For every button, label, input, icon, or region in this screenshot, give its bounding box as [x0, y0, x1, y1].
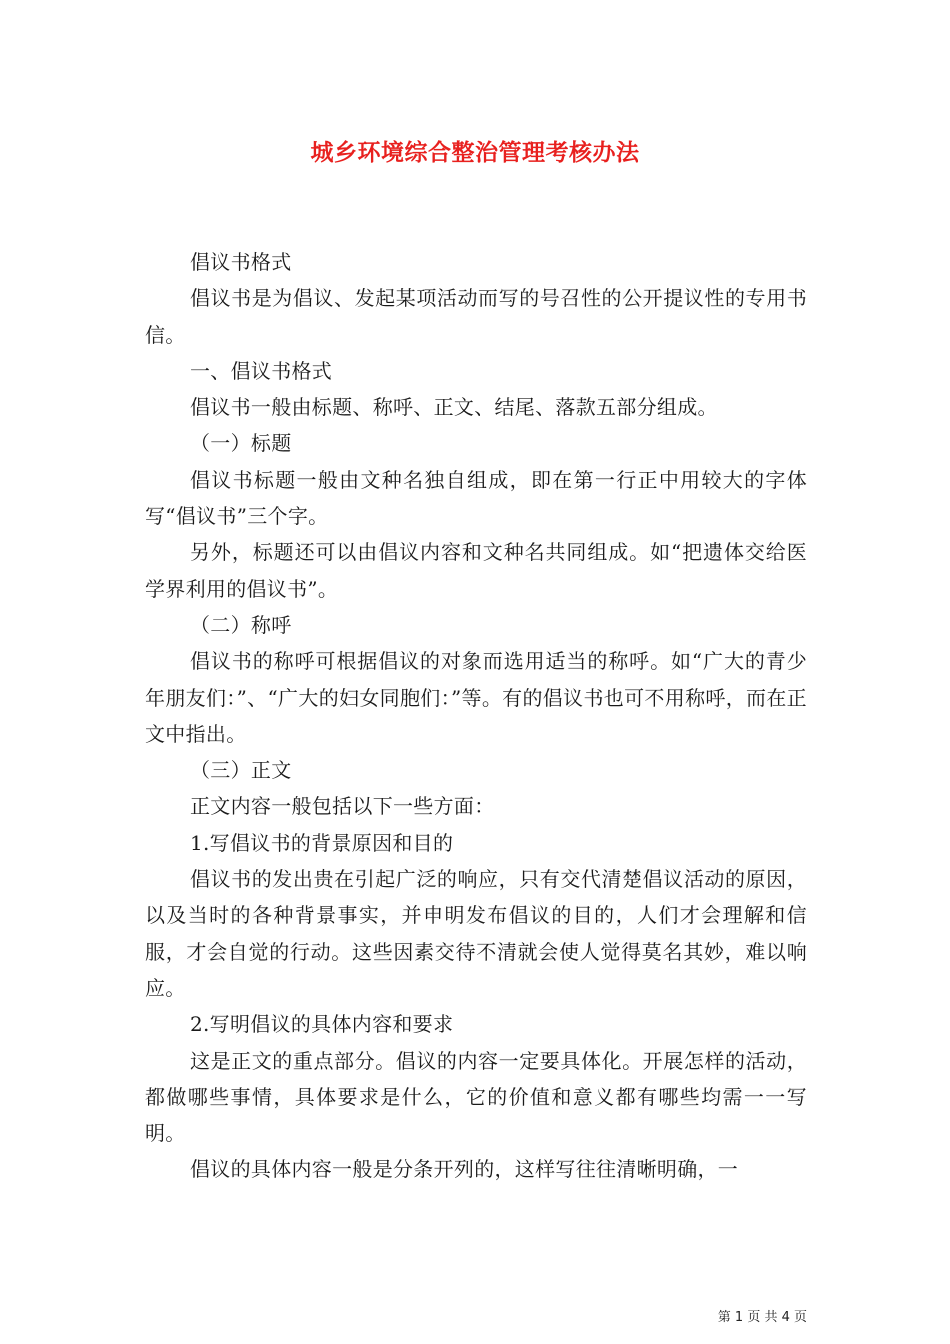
- document-body: [145, 244, 807, 1188]
- document-title: 城乡环境综合整治管理考核办法: [310, 140, 640, 166]
- page-footer: 第 1 页 共 4 页: [717, 1310, 807, 1325]
- paragraph: 正文内容一般包括以下一些方面：: [190, 794, 495, 819]
- paragraph: 倡议书格式: [190, 250, 292, 274]
- paragraph: 倡议书一般由标题、称呼、正文、结尾、落款五部分组成。: [190, 395, 718, 420]
- paragraph: 1.写倡议书的背景原因和目的: [190, 830, 454, 855]
- paragraph: 倡议书的发出贵在引起广泛的响应，只有交代清楚倡议活动的原因，以及当时的各种背景事实，并申明发布倡议的目的，人们才会理解和信服，才会自觉的行动。这些因素交待不清就会使人觉得莫名其妙，难以响应。: [145, 867, 807, 1000]
- paragraph: 这是正文的重点部分。倡议的内容一定要具体化。开展怎样的活动，都做哪些事情，具体要求是什么，它的价值和意义都有哪些均需一一写明。: [145, 1048, 807, 1146]
- paragraph: 2.写明倡议的具体内容和要求: [190, 1012, 454, 1037]
- paragraph: （一）标题: [190, 431, 292, 456]
- paragraph: 另外，标题还可以由倡议内容和文种名共同组成。如“把遗体交给医学界利用的倡议书”。: [145, 540, 807, 601]
- paragraph: 倡议书的称呼可根据倡议的对象而选用适当的称呼。如“广大的青少年朋友们：”、“广大的妇女同胞们：”等。有的倡议书也可不用称呼，而在正文中指出。: [145, 649, 807, 746]
- paragraph: （三）正文: [190, 758, 292, 783]
- paragraph: 倡议书标题一般由文种名独自组成，即在第一行正中用较大的字体写“倡议书”三个字。: [145, 467, 807, 529]
- paragraph: 倡议书是为倡议、发起某项活动而写的号召性的公开提议性的专用书信。: [145, 286, 807, 347]
- paragraph: （二）称呼: [190, 612, 292, 637]
- paragraph: 一、倡议书格式: [190, 358, 333, 383]
- paragraph: 倡议的具体内容一般是分条开列的，这样写往往清晰明确，一: [190, 1157, 739, 1182]
